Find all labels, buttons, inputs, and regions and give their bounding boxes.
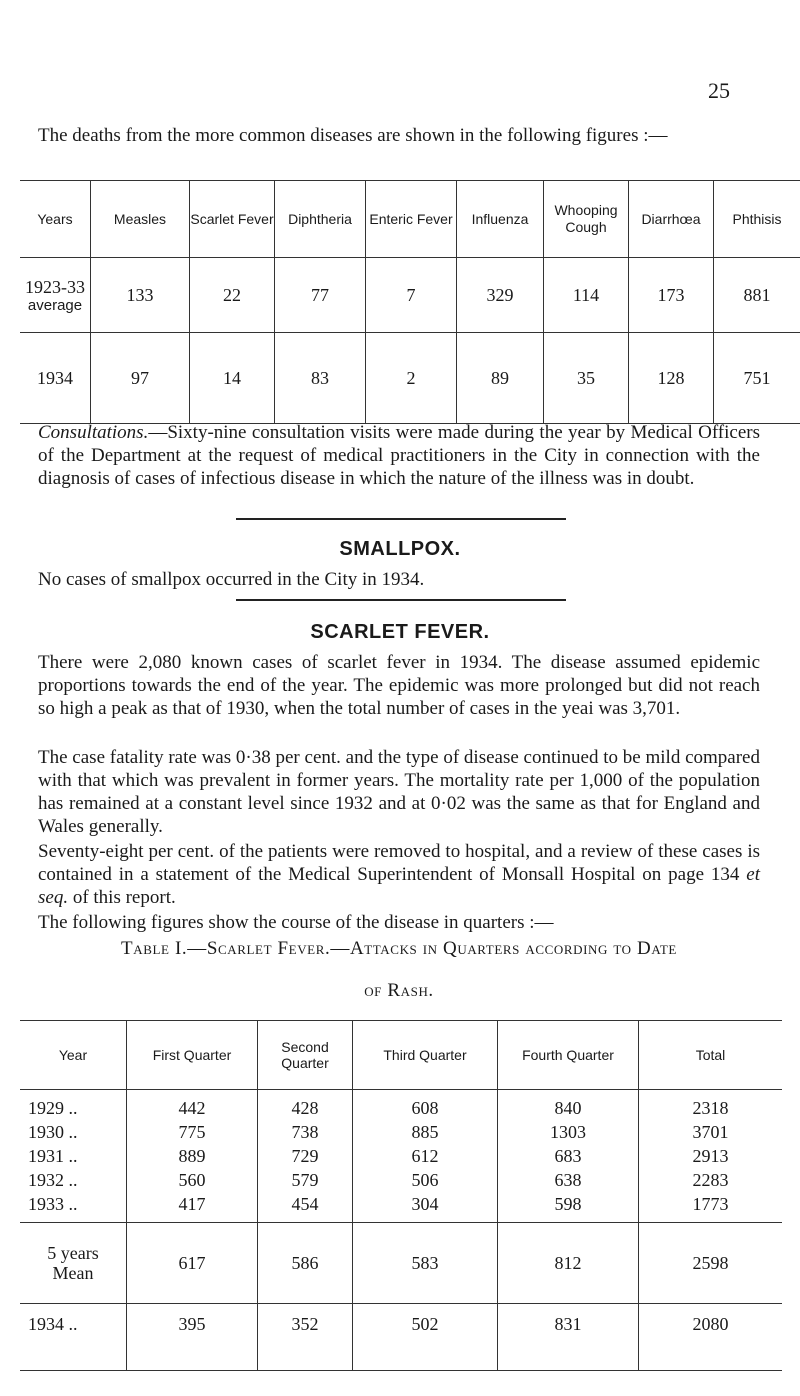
cell-measles: 97	[91, 333, 190, 424]
row-year-cell	[20, 258, 91, 333]
header-enteric-fever: Enteric Fever	[366, 181, 457, 258]
third-quarter-value: 608	[411, 1098, 439, 1118]
second-quarter-value: 729	[291, 1146, 319, 1166]
header-fourth-quarter: Fourth Quarter	[498, 1021, 639, 1090]
row-year: 1934	[20, 333, 91, 424]
header-first-quarter: First Quarter	[127, 1021, 258, 1090]
mean-total: 2598	[639, 1223, 783, 1304]
header-influenza: Influenza	[457, 181, 544, 258]
scarlet-paragraph-1: There were 2,080 known cases of scarlet fever in 1934. The disease assumed epidemic proportions towards the end of the year. The epidemic was more prolonged but did not reach so high a peak as that of 1930, when the total number of cases in the yeai was 3,701.	[38, 652, 760, 719]
cell-diphtheria: 77	[275, 258, 366, 333]
third-quarter-value: 612	[411, 1146, 439, 1166]
fourth-quarter-value: 840	[554, 1098, 582, 1118]
year-1934: 1934 ..	[20, 1304, 127, 1371]
deaths-intro: The deaths from the more common diseases are shown in the following figures :—	[38, 125, 668, 146]
year-cell: 1931 ..	[28, 1146, 78, 1166]
fourth-quarter-value: 1303	[550, 1122, 586, 1142]
consultations-lead: Consultations.	[38, 422, 149, 443]
mean-second-quarter: 586	[258, 1223, 353, 1304]
cell-diphtheria: 83	[275, 333, 366, 424]
total-column	[639, 1090, 783, 1223]
cell-influenza: 329	[457, 258, 544, 333]
cell-scarlet-fever: 14	[190, 333, 275, 424]
header-measles: Measles	[91, 181, 190, 258]
header-scarlet-fever: Scarlet Fever	[190, 181, 275, 258]
year-cell: 1929 ..	[28, 1098, 78, 1118]
year-column	[20, 1090, 127, 1223]
divider	[236, 518, 566, 520]
first-quarter-value: 442	[178, 1098, 206, 1118]
scarlet-fever-attacks-table	[20, 1020, 782, 1371]
second-quarter-value: 738	[291, 1122, 319, 1142]
first-quarter-value: 889	[178, 1146, 206, 1166]
cell-influenza: 89	[457, 333, 544, 424]
fourth-quarter-value: 683	[554, 1146, 582, 1166]
second-quarter-value: 454	[291, 1194, 319, 1214]
second-quarter-column	[258, 1090, 353, 1223]
total-value: 2913	[692, 1146, 729, 1166]
third-quarter-value: 885	[411, 1122, 439, 1142]
consultations-text: —Sixty-nine consultation visits were made during the year by Medical Officers of the Department at the request of medical practitioners in the City in connection with the diagnosis of cases of infectious disease in which the nature of the illness was in doubt.	[38, 422, 760, 489]
year-cell: 1933 ..	[28, 1194, 78, 1214]
scarlet-fever-heading: SCARLET FEVER.	[310, 621, 490, 643]
scarlet-paragraph-3-end: of this report.	[68, 887, 176, 908]
third-quarter-1934: 502	[353, 1304, 498, 1371]
first-quarter-1934: 395	[127, 1304, 258, 1371]
header-years: Years	[20, 181, 91, 258]
header-second-quarter: Second Quarter	[258, 1021, 353, 1090]
deaths-table	[20, 180, 800, 424]
fourth-quarter-value: 638	[554, 1170, 582, 1190]
et-seq: et seq.	[38, 864, 760, 908]
third-quarter-column	[353, 1090, 498, 1223]
header-total: Total	[639, 1021, 783, 1090]
first-quarter-column	[127, 1090, 258, 1223]
header-year: Year	[20, 1021, 127, 1090]
header-diarrhoea: Diarrhœa	[629, 181, 714, 258]
second-quarter-value: 579	[291, 1170, 319, 1190]
total-value: 2283	[692, 1170, 729, 1190]
mean-first-quarter: 617	[127, 1223, 258, 1304]
cell-whooping-cough: 35	[544, 333, 629, 424]
cell-diarrhoea: 128	[629, 333, 714, 424]
divider	[236, 599, 566, 601]
second-quarter-value: 428	[291, 1098, 319, 1118]
cell-phthisis: 881	[714, 258, 800, 333]
cell-enteric-fever: 2	[366, 333, 457, 424]
mean-label-line-2: Mean	[52, 1263, 94, 1283]
total-1934: 2080	[639, 1304, 783, 1371]
cell-phthisis: 751	[714, 333, 800, 424]
total-value: 2318	[692, 1098, 729, 1118]
consultations-paragraph	[38, 421, 760, 490]
table-caption	[38, 928, 760, 1012]
row-year: 1923-33	[25, 276, 85, 297]
header-third-quarter: Third Quarter	[353, 1021, 498, 1090]
row-year-sub: average	[27, 296, 83, 314]
fourth-quarter-1934: 831	[498, 1304, 639, 1371]
header-phthisis: Phthisis	[714, 181, 800, 258]
page-number: 25	[708, 78, 730, 103]
cell-scarlet-fever: 22	[190, 258, 275, 333]
scarlet-paragraph-3-start: Seventy-eight per cent. of the patients were removed to hospital, and a review of these cases is contained in a statement of the Medical Superintendent of Monsall Hospital on page 134	[38, 841, 760, 885]
first-quarter-value: 417	[178, 1194, 206, 1214]
scarlet-paragraph-3	[38, 840, 760, 909]
total-value: 1773	[692, 1194, 729, 1214]
mean-third-quarter: 583	[353, 1223, 498, 1304]
total-value: 3701	[692, 1122, 729, 1142]
fourth-quarter-value: 598	[554, 1194, 582, 1214]
year-cell: 1930 ..	[28, 1122, 78, 1142]
scarlet-paragraph-4: The following figures show the course of the disease in quarters :—	[38, 912, 554, 933]
second-quarter-1934: 352	[258, 1304, 353, 1371]
cell-measles: 133	[91, 258, 190, 333]
scarlet-paragraph-2: The case fatality rate was 0·38 per cent. and the type of disease continued to be mild compared with that which was prevalent in former years. The mortality rate per 1,000 of the population has remained at a constant level since 1932 and at 0·02 was the same as that for England and Wales generally.	[38, 747, 760, 837]
header-whooping-cough: Whooping Cough	[544, 181, 629, 258]
cell-enteric-fever: 7	[366, 258, 457, 333]
cell-whooping-cough: 114	[544, 258, 629, 333]
smallpox-heading: SMALLPOX.	[339, 538, 461, 560]
third-quarter-value: 304	[411, 1194, 439, 1214]
mean-fourth-quarter: 812	[498, 1223, 639, 1304]
cell-diarrhoea: 173	[629, 258, 714, 333]
header-diphtheria: Diphtheria	[275, 181, 366, 258]
year-cell: 1932 ..	[28, 1170, 78, 1190]
third-quarter-value: 506	[411, 1170, 439, 1190]
table-caption-line-1: Table I.—Scarlet Fever.—Attacks in Quarters according to Date	[121, 938, 677, 959]
mean-label-line-1: 5 years	[47, 1243, 99, 1263]
smallpox-text: No cases of smallpox occurred in the City in 1934.	[38, 569, 425, 590]
fourth-quarter-column	[498, 1090, 639, 1223]
first-quarter-value: 560	[178, 1170, 206, 1190]
first-quarter-value: 775	[178, 1122, 206, 1142]
mean-label-cell	[20, 1223, 127, 1304]
table-caption-line-2: of Rash.	[364, 980, 434, 1001]
